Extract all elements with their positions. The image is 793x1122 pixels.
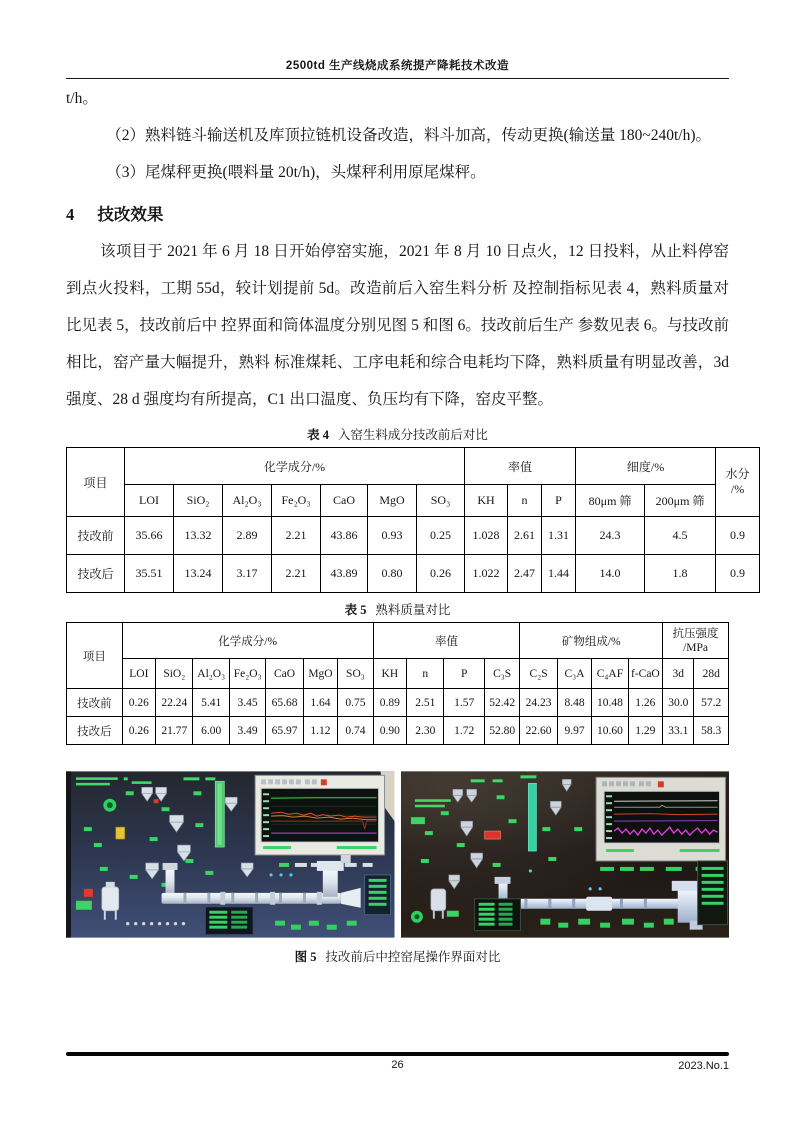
table5-caption	[66, 602, 729, 619]
trend-close-icon	[657, 782, 663, 788]
figure5-caption-title: 技改前后中控窑尾操作界面对比	[325, 950, 501, 965]
cell: 52.42	[484, 689, 519, 717]
col-header-project: 项目	[67, 448, 125, 517]
cell: 65.68	[266, 689, 303, 717]
table5-caption-title: 熟料质量对比	[375, 603, 451, 618]
table4-caption	[66, 427, 729, 444]
cell: 9.97	[557, 717, 591, 745]
cell: 33.1	[663, 717, 694, 745]
cell: 58.3	[694, 717, 729, 745]
cell: 0.93	[368, 517, 417, 555]
cell: 35.51	[125, 555, 174, 593]
col-header: Fe₂O₃	[229, 659, 265, 689]
cell: 0.26	[417, 555, 465, 593]
paragraph-carryover: t/h。	[66, 90, 98, 107]
alarm-yellow-box	[116, 828, 125, 840]
side-panel	[697, 861, 727, 925]
value-list-panel	[205, 907, 253, 935]
cell: 3.45	[229, 689, 265, 717]
trend-toolbar-icons	[602, 782, 651, 787]
cell: 6.00	[193, 717, 229, 745]
fan-hub	[414, 915, 419, 920]
cell: 10.48	[592, 689, 628, 717]
strength-line2: /MPa	[683, 641, 708, 654]
running-header-title: 2500td 生产线烧成系统提产降耗技术改造	[285, 60, 510, 72]
cell: 24.3	[576, 517, 645, 555]
section-number: 4	[66, 205, 75, 225]
column-highlight	[217, 784, 221, 846]
cell: 2.30	[407, 717, 444, 745]
cell: 1.44	[542, 555, 576, 593]
col-header: CaO	[321, 485, 368, 517]
cell: 2.47	[508, 555, 542, 593]
col-header: MgO	[303, 659, 337, 689]
cell: 52.80	[484, 717, 519, 745]
col-header: n	[508, 485, 542, 517]
table-clinker-quality-comparison	[66, 622, 729, 745]
figure5-images	[66, 771, 729, 938]
cell: 1.29	[628, 717, 662, 745]
cell: 13.32	[174, 517, 223, 555]
group-header-ratio: 率值	[373, 623, 520, 659]
footer-rule	[66, 1052, 729, 1056]
table4-caption-title: 入窑生料成分技改前后对比	[337, 428, 488, 443]
col-header: MgO	[368, 485, 417, 517]
preheater-column	[528, 784, 536, 852]
monitor-bezel	[66, 772, 71, 938]
col-header: f-CaO	[628, 659, 662, 689]
col-header-project: 项目	[67, 623, 123, 689]
col-header: n	[407, 659, 444, 689]
cell: 1.26	[628, 689, 662, 717]
trend-chart-window	[255, 776, 384, 856]
cell: 43.86	[321, 517, 368, 555]
cell: 22.24	[156, 689, 193, 717]
col-header: C₃A	[557, 659, 591, 689]
col-header: 200μm 筛	[645, 485, 716, 517]
col-header-moisture	[716, 448, 760, 517]
col-header: Fe₂O₃	[272, 485, 321, 517]
cell: 21.77	[156, 717, 193, 745]
running-header	[66, 57, 729, 79]
cell: 0.74	[338, 717, 373, 745]
fan-hub	[107, 803, 113, 809]
cell: 1.72	[444, 717, 484, 745]
cell: 2.21	[272, 555, 321, 593]
cell: 43.89	[321, 555, 368, 593]
table-row-before	[67, 689, 729, 717]
paragraph-main: 该项目于 2021 年 6 月 18 日开始停窑实施，2021 年 8 月 10 日点火，12 日投料，从止料停窑到点火投料，工期 55d，较计划提前 5d。改造前后入窑生料分析 及控制指标见表 4，熟料质量对比见表 5，技改前后中 控界面和筒体温度分别见图 5 和图 6。技改前后生产 参数见表 6。与技改前相比，窑产量大幅提升，熟料 标准煤耗、工序电耗和综合电耗均下降，熟料质量有明显改善，3d 强度、28 d 强度均有所提高，C1 出口温度、负压均有下降，窑皮平整。	[66, 243, 729, 409]
table4-caption-label: 表 4	[307, 428, 330, 443]
col-header: KH	[465, 485, 508, 517]
cell: 0.90	[373, 717, 406, 745]
cell: 35.66	[125, 517, 174, 555]
cell: 0.9	[716, 555, 760, 593]
col-header: 3d	[663, 659, 694, 689]
footer	[66, 1059, 729, 1071]
cell: 0.80	[368, 555, 417, 593]
alarm-dot	[154, 800, 159, 804]
alarm-red-box	[84, 889, 93, 897]
cell: 24.23	[520, 689, 557, 717]
cell: 0.26	[122, 717, 155, 745]
col-header: Al₂O₃	[193, 659, 229, 689]
col-header: 80μm 筛	[576, 485, 645, 517]
cell: 65.97	[266, 717, 303, 745]
cell: 57.2	[694, 689, 729, 717]
col-header: LOI	[122, 659, 155, 689]
cell: 13.24	[174, 555, 223, 593]
cell: 10.60	[592, 717, 628, 745]
group-header-strength	[663, 623, 729, 659]
cell: 2.61	[508, 517, 542, 555]
table-row-before	[67, 517, 760, 555]
group-header-chemical: 化学成分/%	[125, 448, 465, 485]
cell: 1.12	[303, 717, 337, 745]
side-panel	[365, 875, 391, 915]
cell: 14.0	[576, 555, 645, 593]
page-number: 26	[391, 1059, 404, 1071]
row-label: 技改后	[67, 555, 125, 593]
value-list-panel	[474, 899, 520, 931]
table-header-row	[67, 448, 760, 485]
cell: 1.57	[444, 689, 484, 717]
cell: 30.0	[663, 689, 694, 717]
section-heading	[66, 202, 729, 228]
cell: 1.64	[303, 689, 337, 717]
col-header: Al₂O₃	[223, 485, 272, 517]
table-header-row	[67, 623, 729, 659]
moisture-line1: 水分	[725, 467, 750, 482]
moisture-line2: /%	[730, 482, 745, 497]
group-header-fineness: 细度/%	[576, 448, 716, 485]
col-header: C₄AF	[592, 659, 628, 689]
table-subheader-row	[67, 659, 729, 689]
cell: 2.89	[223, 517, 272, 555]
col-header: 28d	[694, 659, 729, 689]
paragraph-item-2: （2）熟料链斗输送机及库顶拉链机设备改造，料斗加高，传动更换(输送量 180~240t/h)。	[106, 126, 711, 144]
row-label: 技改前	[67, 517, 125, 555]
figure5-caption-label: 图 5	[294, 950, 317, 965]
alarm-red-box	[484, 831, 500, 839]
cell: 3.17	[223, 555, 272, 593]
kiln-pipe	[162, 893, 341, 904]
col-header: LOI	[125, 485, 174, 517]
trend-toolbar-icons	[261, 780, 317, 785]
cell: 0.26	[122, 689, 155, 717]
cell: 0.9	[716, 517, 760, 555]
col-header: SO₃	[338, 659, 373, 689]
table-row-after	[67, 555, 760, 593]
cell: 2.21	[272, 517, 321, 555]
trend-chart-window	[596, 778, 725, 862]
issue-label: 2023.No.1	[678, 1060, 729, 1072]
cell: 0.89	[373, 689, 406, 717]
table-raw-meal-comparison	[66, 447, 760, 593]
cell: 1.022	[465, 555, 508, 593]
table-row-after	[67, 717, 729, 745]
figure5-caption	[66, 949, 729, 966]
row-label: 技改后	[67, 717, 123, 745]
strength-line1: 抗压强度	[672, 627, 719, 640]
cell: 1.8	[645, 555, 716, 593]
col-header: SiO₂	[156, 659, 193, 689]
trend-close-icon	[321, 780, 327, 786]
col-header: C₂S	[520, 659, 557, 689]
row-label: 技改前	[67, 689, 123, 717]
col-header: P	[444, 659, 484, 689]
cell: 4.5	[645, 517, 716, 555]
group-header-chemical: 化学成分/%	[122, 623, 373, 659]
cell: 1.028	[465, 517, 508, 555]
hmi-screenshot-before	[66, 771, 395, 938]
col-header: SiO₂	[174, 485, 223, 517]
cell: 1.31	[542, 517, 576, 555]
col-header: SO₃	[417, 485, 465, 517]
table5-caption-label: 表 5	[344, 603, 367, 618]
col-header: P	[542, 485, 576, 517]
hmi-screenshot-after	[401, 771, 730, 938]
paragraph-item-3: （3）尾煤秤更换(喂料量 20t/h)，头煤秤利用原尾煤秤。	[106, 163, 486, 181]
cell: 2.51	[407, 689, 444, 717]
cell: 8.48	[557, 689, 591, 717]
table-subheader-row	[67, 485, 760, 517]
section-title: 技改效果	[97, 205, 164, 225]
cell: 0.75	[338, 689, 373, 717]
col-header: CaO	[266, 659, 303, 689]
group-header-ratio: 率值	[465, 448, 576, 485]
col-header: C₃S	[484, 659, 519, 689]
cell: 3.49	[229, 717, 265, 745]
col-header: KH	[373, 659, 406, 689]
cell: 5.41	[193, 689, 229, 717]
cell: 0.25	[417, 517, 465, 555]
cell: 22.60	[520, 717, 557, 745]
group-header-mineral: 矿物组成/%	[520, 623, 663, 659]
